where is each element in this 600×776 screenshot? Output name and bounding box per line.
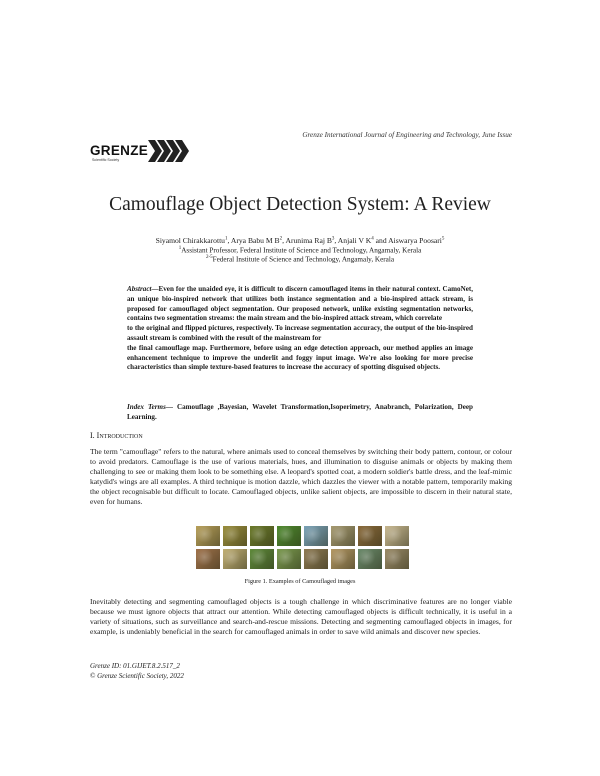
camouflage-figure <box>196 526 410 570</box>
camouflage-example-image <box>358 549 382 569</box>
affiliation-1: $^1$Assistant Professor, Federal Institute of Science and Technology, Angamaly, Kerala <box>178 245 422 255</box>
grenze-logo <box>90 135 190 167</box>
camouflage-example-image <box>358 526 382 546</box>
camouflage-example-image <box>250 526 274 546</box>
intro-paragraph-2: Inevitably detecting and segmenting camouflaged objects is a tough challenge in which discriminative features are no longer viable because we must ignore objects that attract our attention. While detecting camouflaged objects is difficult technically, it is useful in a variety of situations, such as surveillance and search-and-rescue missions. Detecting and segmenting camouflaged objects in images, for example, is undeniably beneficial in the search for camouflaged animals in order to save wild animals and discover new species. <box>90 597 512 636</box>
abstract <box>127 285 473 373</box>
intro-paragraph-1: The term "camouflage" refers to the natural, where animals used to conceal themselves by switching their body pattern, contour, or colour to avoid predators. Camouflage is the use of various materials, hues, and illumination to disguise animals or objects by making them challenging to see or making them look to be something else. A leopard's spotted coat, a modern soldier's battle dress, and the leaf-mimic katydid's wings are all examples. A third technique is motion dazzle, which dazzles the viewer with a notable pattern, temporarily making the object recognisable but difficult to locate. Camouflaged objects, unlike salient objects, are impossible to discern in their natural state, even for humans. <box>90 447 512 506</box>
author: Anjali V K <box>337 236 372 245</box>
camouflage-example-image <box>331 526 355 546</box>
camouflage-example-image <box>250 549 274 569</box>
paper-title: Camouflage Object Detection System: A Review <box>109 194 491 215</box>
camouflage-example-image <box>331 549 355 569</box>
author-block <box>60 236 540 264</box>
camouflage-example-image <box>304 526 328 546</box>
camouflage-example-image <box>385 526 409 546</box>
section-title: Introduction <box>96 431 143 440</box>
abstract-text: —Even for the unaided eye, it is difficult to discern camouflaged items in their natural context. CamoNet, an unique bio-inspired network that utilizes both instance segmentation and a bio-inspired attack stream, is proposed for camouflaged object segmentation. Our proposed network, unlike existing segmentation networks, contains two segmentation streams: the main stream and the bio-inspired attack stream, which correlate <box>127 285 473 323</box>
camouflage-example-image <box>304 549 328 569</box>
footer <box>90 662 184 681</box>
camouflage-example-image <box>385 549 409 569</box>
journal-header: Grenze International Journal of Engineering and Technology, June Issue <box>302 131 512 139</box>
chevron-arrows-icon <box>148 138 190 164</box>
abstract-label: Abstract <box>127 285 152 293</box>
camouflage-example-image <box>196 549 220 569</box>
index-terms-text: — Camouflage ,Bayesian, Wavelet Transformation,Isoperimetry, Anabranch, Polarization, Deep Learning. <box>127 403 473 421</box>
camouflage-example-image <box>223 549 247 569</box>
abstract-text-3: the final camouflage map. Furthermore, before using an edge detection approach, our method applies an image enhancement technique to improve the underlit and foggy input image. We're also looking for more precise characteristics than simple texture-based features to increase the accuracy of spotting disguised objects. <box>127 343 473 372</box>
logo-subtitle: Scientific Society <box>92 158 120 162</box>
author: Arya Babu M B <box>230 236 280 245</box>
index-terms <box>127 403 473 423</box>
grenze-id: Grenze ID: 01.GIJET.8.2.517_2 <box>90 662 180 670</box>
author: Arunima Raj B <box>285 236 332 245</box>
logo-text: GRENZE <box>90 143 149 158</box>
index-terms-label: Index Terms <box>127 403 166 411</box>
author: Siyamol Chirakkarottu <box>155 236 225 245</box>
author: Aiswarya Poosari <box>388 236 442 245</box>
camouflage-example-image <box>223 526 247 546</box>
section-heading: I. Introduction <box>90 431 143 440</box>
copyright: © Grenze Scientific Society, 2022 <box>90 671 184 680</box>
camouflage-example-image <box>277 526 301 546</box>
abstract-text-2: to the original and flipped pictures, respectively. To increase segmentation accuracy, the output of the bio-inspired assault stream is combined with the result of the mainstream for <box>127 324 473 342</box>
affiliation-2: $^{2-5}$Federal Institute of Science and Technology, Angamaly, Kerala <box>205 254 395 264</box>
author-list: Siyamol Chirakkarottu$^1$, Arya Babu M $B^2$, Arunima Raj $B^3$, Anjali V $K^4$ and Aiswarya Poosari$^5$ <box>155 236 445 245</box>
camouflage-example-image <box>196 526 220 546</box>
camouflage-example-image <box>277 549 301 569</box>
figure-caption: Figure 1. Examples of Camouflaged images <box>244 578 356 585</box>
